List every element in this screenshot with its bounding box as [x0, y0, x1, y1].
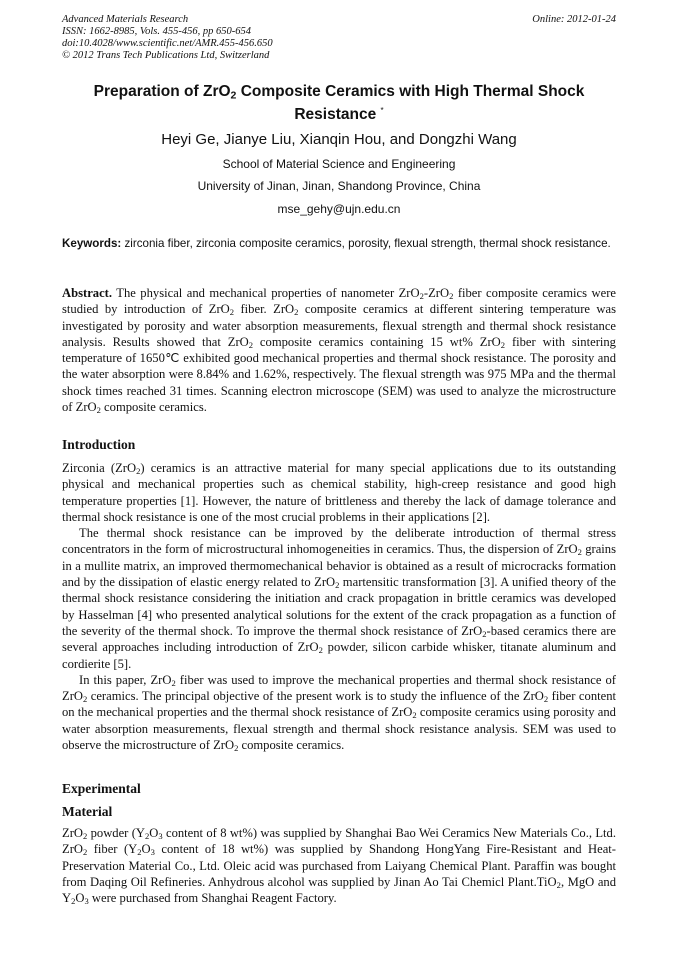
intro-paragraph-2: The thermal shock resistance can be improved by the deliberate introduction of thermal stress concentrators in the form of microstructural inhomogeneities in ceramics. Thus, the dispersion of ZrO$_2$ grains in a mullite matrix, an improved thermomechanical behavior is obtained as a result of microcracks formation and by the dissipation of elastic energy related to ZrO$_2$ martensitic transformation [3]. A unified theory of the thermal shock resistance considering the initiation and crack propagation in brittle ceramics was developed by Hasselman [4] who presented analytical solutions for the extent of the crack propagation as a function of the severity of the thermal shock. To improve the thermal shock resistance of ZrO$_2$-based ceramics there are several approaches including introduction of ZrO$_2$ powder, silicon carbide whisker, titanate aluminum and cordierite [5]. [62, 526, 616, 671]
introduction-heading: Introduction [62, 437, 136, 452]
experimental-heading: Experimental [62, 781, 141, 796]
paper-title: Preparation of ZrO$_2$ Composite Ceramics with High Thermal Shock Resistance * [93, 83, 585, 124]
introduction-body [62, 460, 616, 753]
keywords: Keywords: zirconia fiber, zirconia composite ceramics, porosity, flexual strength, thermal shock resistance. [62, 237, 611, 250]
copyright-line: © 2012 Trans Tech Publications Ltd, Switzerland [62, 50, 270, 61]
material-subheading: Material [62, 804, 113, 819]
keywords-label: Keywords: [62, 237, 122, 250]
intro-paragraph-1: Zirconia (ZrO$_2$) ceramics is an attractive material for many special applications due to its outstanding physical and mechanical properties such as chemical stability, high-creep resistance and good high temperature properties [1]. However, the nature of brittleness and thereby the lack of damage tolerance and thermal shock resistance is one of the most crucial problems in their applications [2]. [62, 461, 616, 524]
online-date: Online: 2012-01-24 [532, 14, 616, 25]
affiliation-university: University of Jinan, Jinan, Shandong Province, China [197, 179, 481, 193]
doi-line: doi:10.4028/www.scientific.net/AMR.455-456.650 [62, 38, 273, 49]
title-footnote-mark: * [380, 106, 384, 115]
affiliation-school: School of Material Science and Engineering [222, 157, 456, 171]
issn-line: ISSN: 1662-8985, Vols. 455-456, pp 650-654 [62, 26, 251, 37]
material-paragraph: ZrO$_2$ powder ($Y_2O_3$ content of 8 wt%) was supplied by Shanghai Bao Wei Ceramics New Materials Co., Ltd. ZrO$_2$ fiber ($Y_2O_3$ content of 18 wt%) was supplied by Shandong HongYang Fire-Resistant and Heat-Preservation Material Co., Ltd. Oleic acid was purchased from Laiyang Chemical Plant. Paraffin was bought from Daqing Oil Refineries. Anhydrous alcohol was supplied by Jinan Ao Tai Chemicl Plant.TiO$_2$, MgO and $Y_2O_3$ were purchased from Shanghai Reagent Factory. [62, 826, 616, 907]
author-email: mse_gehy@ujn.edu.cn [277, 202, 401, 216]
intro-paragraph-3: In this paper, ZrO$_2$ fiber was used to improve the mechanical properties and thermal shock resistance of ZrO$_2$ ceramics. The principal objective of the present work is to study the influence of the ZrO$_2$ fiber content on the mechanical properties and the thermal shock resistance of ZrO$_2$ composite ceramics using porosity and water absorption measurements, flexual strength and thermal shock resistance analysis. SEM was used to observe the microstructure of ZrO$_2$ composite ceramics. [62, 672, 616, 754]
journal-header [62, 14, 616, 62]
journal-name: Advanced Materials Research [62, 14, 189, 25]
abstract-label: Abstract. [62, 286, 113, 300]
abstract: Abstract. The physical and mechanical properties of nanometer ZrO$_2$-ZrO$_2$ fiber composite ceramics were studied by introduction of ZrO$_2$ fiber. ZrO$_2$ composite ceramics at different sintering temperature was investigated by porosity and water absorption measurements, flexual strength and thermal shock resistance analysis. Results showed that ZrO$_2$ composite ceramics containing 15 wt% ZrO$_2$ fiber with sintering temperature of 1650℃ exhibited good mechanical properties and thermal shock resistance. The porosity and the water absorption were 8.84% and 1.62%, respectively. The flexual strength was 975 MPa and the thermal shock times reached 31 times. Scanning electron microscope (SEM) was used to analyze the microstructure of ZrO$_2$ composite ceramics. [62, 286, 616, 416]
author-list: Heyi Ge, Jianye Liu, Xianqin Hou, and Dongzhi Wang [161, 131, 517, 148]
